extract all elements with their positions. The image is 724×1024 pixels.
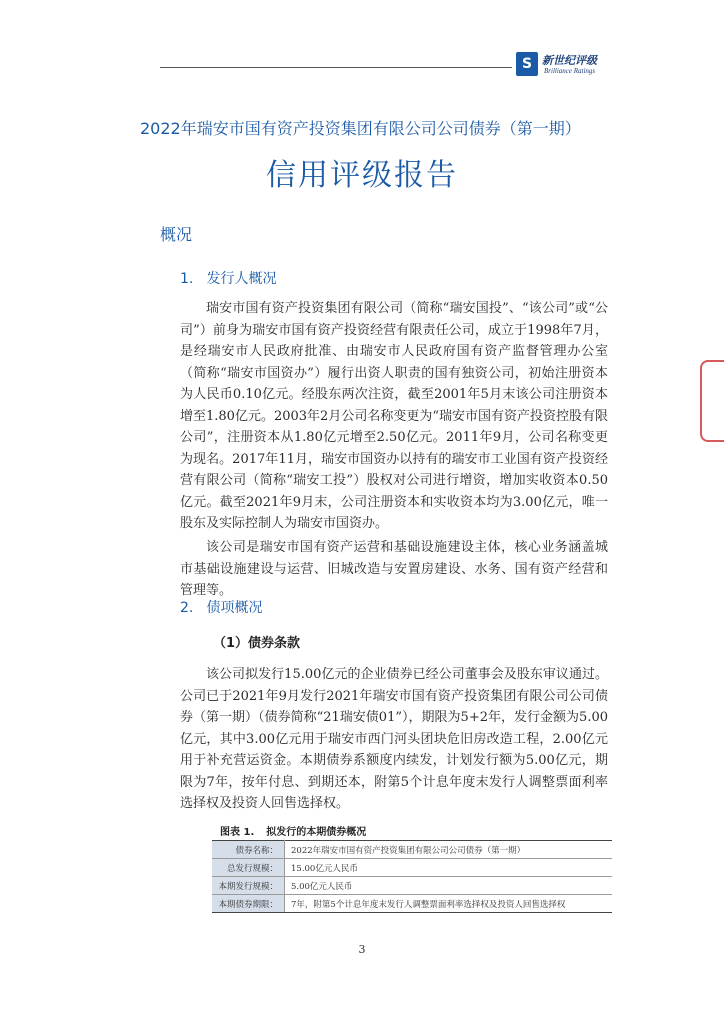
seal-stamp-icon [700, 360, 724, 442]
paragraph-bond-terms: 该公司拟发行15.00亿元的企业债券已经公司董事会及股东审议通过。公司已于2021年9月发行2021年瑞安市国有资产投资集团有限公司公司债券（第一期）（债券简称“21瑞安债01”），期限为5+2年，发行金额为5.00亿元，其中3.00亿元用于瑞安市西门河头团块危旧房改造工程，2.00亿元用于补充营运资金。本期债券系额度内续发，计划发行额为5.00亿元，期限为7年，按年付息、到期还本，附第5个计息年度末发行人调整票面利率选择权及投资人回售选择权。 [180, 667, 608, 811]
subheading-number: 2. [180, 600, 194, 616]
section-heading: 概况 [160, 225, 193, 244]
table-key: 总发行规模： [212, 859, 285, 877]
figure-caption [220, 823, 366, 838]
table-row [212, 895, 612, 913]
paragraph-issuer-history: 瑞安市国有资产投资集团有限公司（简称“瑞安国投”、“该公司”或“公司”）前身为瑞安市国有资产投资经营有限责任公司，成立于1998年7月，是经瑞安市人民政府批准、由瑞安市人民政府国有资产监督管理办公室（简称“瑞安市国资办”）履行出资人职责的国有独资公司，初始注册资本为人民币0.10亿元。经股东两次注资，截至2001年5月末该公司注册资本增至1.80亿元。2003年2月公司名称变更为“瑞安市国有资产投资控股有限公司”，注册资本从1.80亿元增至2.50亿元。2011年9月，公司名称变更为现名。2017年11月，瑞安市国资办以持有的瑞安市工业国有资产投资经营有限公司（简称“瑞安工投”）股权对公司进行增资，增加实收资本0.50亿元。截至2021年9月末，公司注册资本和实收资本均为3.00亿元，唯一股东及实际控制人为瑞安市国资办。 [180, 301, 608, 531]
table-key: 债券名称： [212, 841, 285, 859]
subheading-issuer [180, 268, 276, 288]
figure-label: 图表 1. [220, 827, 255, 838]
subheading-bond [180, 597, 262, 617]
table-row [212, 841, 612, 859]
bond-terms-heading: （1）债券条款 [213, 636, 301, 651]
table-row [212, 859, 612, 877]
table-value: 7年，附第5个计息年度末发行人调整票面利率选择权及投资人回售选择权 [285, 895, 613, 913]
logo-name-cn: 新世纪评级 [542, 54, 597, 67]
page-number: 3 [358, 943, 366, 956]
paragraph-issuer-business: 该公司是瑞安市国有资产运营和基础设施建设主体，核心业务涵盖城市基础设施建设与运营、旧城改造与安置房建设、水务、国有资产经营和管理等。 [180, 540, 608, 598]
logo-name-en: Brilliance Ratings [544, 67, 596, 75]
figure-title: 拟发行的本期债券概况 [266, 827, 367, 838]
brand-logo [514, 50, 614, 82]
table-key: 本期债券期限： [212, 895, 285, 913]
table-row [212, 877, 612, 895]
logo-mark-icon: S [516, 52, 538, 76]
table-value: 2022年瑞安市国有资产投资集团有限公司公司债券（第一期） [285, 841, 613, 859]
report-title: 信用评级报告 [266, 158, 458, 193]
document-title: 2022年瑞安市国有资产投资集团有限公司公司债券（第一期） [140, 119, 581, 138]
subheading-number: 1. [180, 271, 194, 287]
header-rule [160, 67, 512, 68]
subheading-label: 债项概况 [206, 600, 263, 616]
subheading-label: 发行人概况 [206, 271, 277, 287]
bond-summary-table [212, 840, 612, 913]
table-value: 5.00亿元人民币 [285, 877, 613, 895]
table-value: 15.00亿元人民币 [285, 859, 613, 877]
table-key: 本期发行规模： [212, 877, 285, 895]
